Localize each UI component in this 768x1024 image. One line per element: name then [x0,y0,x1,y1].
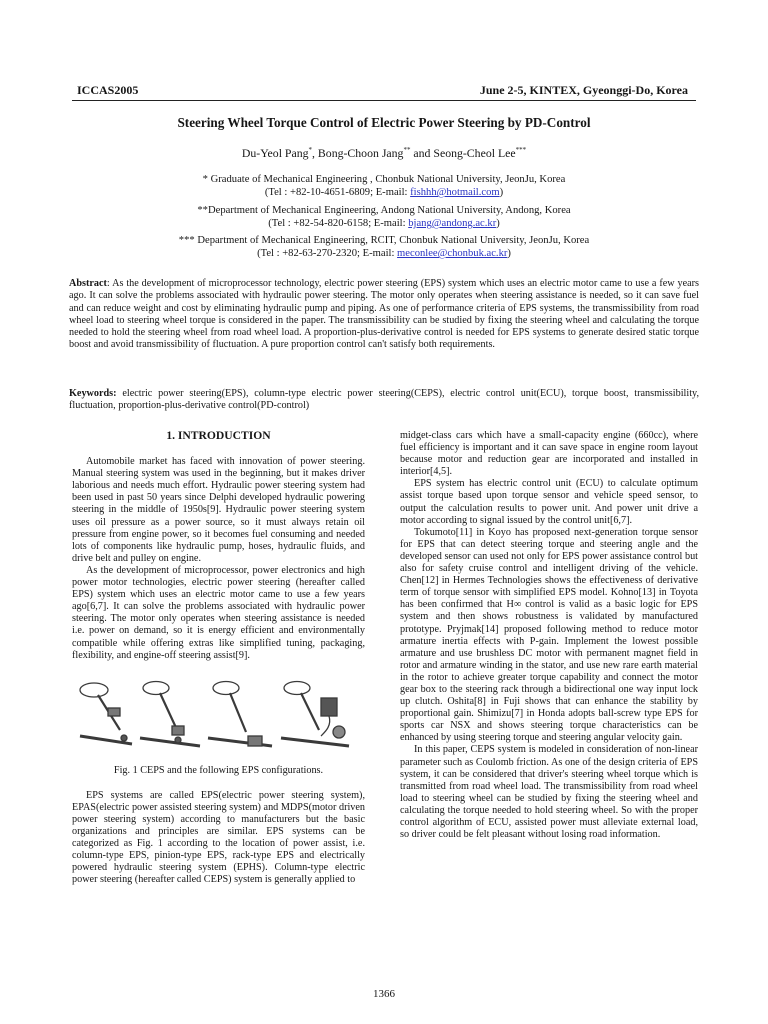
affiliation-line: *** Department of Mechanical Engineering, RCIT, Chonbuk National University, JeonJu, Korea [178,235,590,246]
paragraph: EPS systems are called EPS(electric power steering system), EPAS(electric power assisted steering system) and MDPS(motor driven power steering system) according to manufacturers but the basic organizations and principles are similar. EPS systems can be categorized as Fig. 1 according to the location of power assist, i.e. column-type EPS, pinion-type EPS, rack-type EPS and electrically powered hydraulic steering system (EPHS). Column-type electric power steering (hereafter called CEPS) system is generally applied to [72,789,365,886]
abstract-label: Abstract [69,278,107,289]
author-name: Seong-Cheol Lee [433,146,516,160]
affiliation-mark: * [308,146,313,155]
abstract-text: : As the development of microprocessor technology, electric power steering (EPS) system which uses an electric motor came to use a few years ago. It can solve the problems associated with hydraulic power steering. The motor only operates when steering assistance is needed, so it can save fuel and can reduce weight and cost by eliminating hydraulic pump and piping. As one of performance criteria of EPS systems, the transmissibility from road wheel load to steering wheel torque is considered in the paper. The transmissibility can be studied by fixing the steering wheel and calculating the torque needed to hold the steering wheel from road wheel load. A proportion-plus-derivative control is needed for EPS systems to generate desired static torque boost and avoid transmissibility of fluctuation. A pure proportion control can't satisfy both requirements. [69,278,699,351]
contact-prefix: (Tel : +82-10-4651-6809; E-mail: [264,187,411,198]
keywords-label: Keywords: [69,388,117,399]
author-list [60,146,708,161]
section-heading: 1. INTRODUCTION [166,429,271,442]
email-link[interactable]: meconlee@chonbuk.ac.kr [397,248,508,259]
author-name: Du-Yeol Pang [241,146,309,160]
affiliation-contact [60,247,708,260]
abstract [69,278,699,352]
left-column [72,430,365,887]
email-link[interactable]: fishhh@hotmail.com [410,187,500,198]
affiliation-line: **Department of Mechanical Engineering, Andong National University, Andong, Korea [197,205,571,216]
figure-1 [72,676,365,756]
affiliation-3 [60,234,708,260]
paper-title: Steering Wheel Torque Control of Electric Power Steering by PD-Control [177,115,591,130]
figure-illustration [72,676,365,756]
affiliation-contact [60,217,708,230]
paragraph: As the development of microprocessor, power electronics and high power motor technologies, electric power steering (hereafter called EPS) system which uses an electric motor came to use a few years ago[6,7]. It can solve the problems associated with hydraulic power steering. The motor only operates when steering assistance is needed i.e. power on demand, so it is energy efficient and environmentally compatible while offering extras like simplified tuning, packaging, flexibility, and engine-off steering assist[9]. [72,564,365,661]
affiliation-mark: *** [515,146,527,155]
contact-suffix: ) [499,187,504,198]
contact-prefix: (Tel : +82-63-270-2320; E-mail: [257,248,398,259]
affiliation-line: * Graduate of Mechanical Engineering , Chonbuk National University, JeonJu, Korea [202,174,566,185]
author-separator: and [410,146,434,160]
page-number: 1366 [373,988,395,1000]
paragraph: EPS system has electric control unit (ECU) to calculate optimum assist torque based upon torque sensor and vehicle speed sensor, to output the calculation results to power unit. And power unit drive a motor according to signal issued by the control unit[6,7]. [400,478,698,526]
email-link[interactable]: bjang@andong.ac.kr [408,218,497,229]
affiliation-mark: ** [403,146,411,155]
steering-column-sketch [80,683,132,744]
contact-prefix: (Tel : +82-54-820-6158; E-mail: [268,218,409,229]
steering-column-sketch [140,681,200,746]
affiliation-1 [60,173,708,199]
affiliation-contact [60,186,708,199]
paragraph: midget-class cars which have a small-capacity engine (660cc), where fuel efficiency is important and it can save space in engine room layout because motor and reduction gear are incorporated and installed in interior[4,5]. [400,430,698,478]
contact-suffix: ) [496,218,500,229]
steering-column-sketch [208,681,272,746]
contact-suffix: ) [507,248,511,259]
figure-caption: Fig. 1 CEPS and the following EPS configurations. [113,764,324,776]
affiliation-2 [60,204,708,230]
keywords [69,388,699,413]
steering-column-sketch [281,681,349,746]
keywords-text: electric power steering(EPS), column-type electric power steering(CEPS), electric control unit(ECU), torque boost, transmissibility, fluctuation, proportion-plus-derivative control(PD-control) [69,388,699,412]
paragraph: Automobile market has faced with innovation of power steering. Manual steering system was used in the beginning, but it makes driver laborious and needs much effort. Hydraulic power steering system had been used in past 50 years since Delphi developed hydraulic powering steering in the middle of 1950s[9]. Hydraulic power steering system uses oil pressure as a power source, so it must always retain oil pressure from engine power, so it becomes fuel consuming and needed lots of components like hydraulic pump, hoses, hydraulic fluids, and drive belt and pulley on engine. [72,456,365,564]
paragraph: Tokumoto[11] in Koyo has proposed next-generation torque sensor for EPS that can detect steering torque and steering angle and the developed sensor can used not only for EPS power assistance control but also for safety cruise control and intelligent driving of the vehicle. Chen[12] in Hermes Technologies shows the effectiveness of derivative term of torque sensor with simplified EPS model. Kohno[13] in Toyota has been confirmed that H∞ control is valid as a basic logic for EPS system and then shows robustness is validated by manufactured prototype. Pryjmak[14] proposed following method to reduce motor armature inertia effects with P-gain. Implement the lowest possible armature and use brushless DC motor with permanent magnet field in rotor and armature winding in the stator, and use new rare earth material in the rotor to achieve greater torque capability and connect the motor gear box to the steering rack through a bidirectional one way input lock up clutch. Oshita[8] in Fuji shows that can enhance the stability by proportional gain. Shimizu[7] in Honda adopts ball-screw type EPS for sports car NSX and shows steering torque characteristics can be enhanced by using steering torque and steering angular velocity gain. [400,526,698,744]
conference-name: ICCAS2005 [77,83,139,97]
paragraph: In this paper, CEPS system is modeled in consideration of non-linear parameter such as Coulomb friction. As one of the design criteria of EPS system, it can be considered that driver's steering wheel torque which is transmitted from road wheel load. The transmissibility from road wheel load to steering wheel can be studied by fixing the steering wheel and calculating the torque needed to hold steering wheel. So with the proper control algorithm of ECU, assisted power must alleviate external load, so driver could be felt pleasant without losing road information. [400,744,698,841]
right-column [400,430,698,841]
author-separator: , [312,146,318,160]
author-name: Bong-Choon Jang [317,146,404,160]
header-divider [72,100,696,101]
conference-date-venue: June 2-5, KINTEX, Gyeonggi-Do, Korea [479,83,688,97]
